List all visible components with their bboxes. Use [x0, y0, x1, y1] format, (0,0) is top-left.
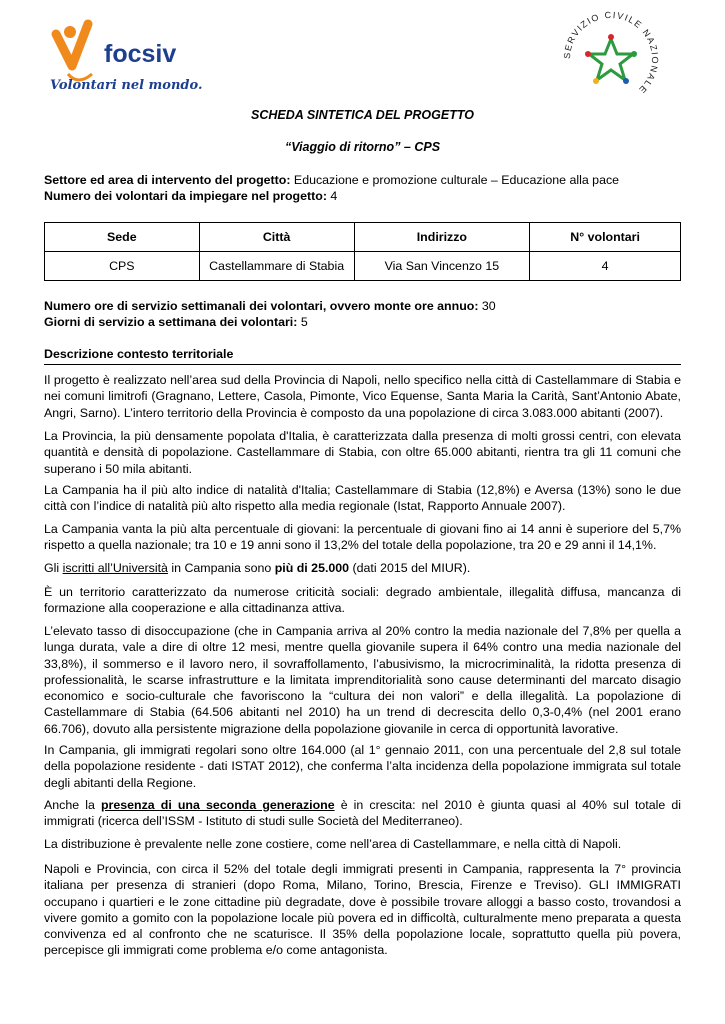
paragraph-9	[44, 797, 681, 830]
p9-text-b: è in crescita: nel 2010 è giunta quasi al 40% sul totale di immigrati (ricerca dell’ISSM - Istituto di studi sulle Società del Mediterraneo).	[44, 798, 681, 829]
p5-text-c: (dati 2015 del MIUR).	[349, 561, 471, 575]
p5-underlined: iscritti all’Università	[62, 561, 168, 575]
paragraph-7: L’elevato tasso di disoccupazione (che in Campania arriva al 20% contro la media nazionale del 7,8% per quella a lunga durata, vale a dire di oltre 12 mesi, mentre quella giovanile supera il 64% contro una media nazionale del 33,8%), il sommerso e il lavoro nero, il sovraffollamento, l’abusivismo, la microcriminalità, la ridotta presenza di professionalità, le scarse infrastrutture e la limitata imprenditorialità sono cause determinanti del marcato disagio economico e socio-culturale che favoriscono la “cultura dei non valori” e della illegalità. La popolazione di Castellammare di Stabia (64.506 abitanti nel 2010) ha un trend di decrescita dello 0,3-0,4% (nel 2001 erano 66.706), dovuto alla persistente migrazione della popolazione giovanile in cerca di opportunità lavorative.	[44, 624, 681, 736]
sedi-table	[44, 222, 681, 281]
numero-value: 4	[326, 189, 338, 203]
seal-text: SERVIZIO CIVILE NAZIONALE	[561, 9, 661, 97]
numero-volontari-field	[44, 188, 337, 204]
cell-num-volontari: 4	[530, 252, 681, 281]
numero-label: Numero dei volontari da impiegare nel progetto:	[44, 189, 327, 203]
settore-field	[44, 172, 619, 188]
table-header-row	[45, 223, 681, 252]
p9-bold-underlined: presenza di una seconda generazione	[100, 798, 335, 812]
paragraph-5	[44, 560, 681, 576]
section-title: Descrizione contesto territoriale	[44, 347, 234, 361]
header-sede: Sede	[45, 223, 200, 252]
p5-text-a: Gli	[44, 561, 63, 575]
header-indirizzo: Indirizzo	[354, 223, 530, 252]
paragraph-3: La Campania ha il più alto indice di natalità d'Italia; Castellammare di Stabia (12,8%) e Aversa (13%) sono le due città con l’indice di natalità più alto rispetto alla media regionale (Istat, Rapporto Annuale 2007).	[44, 483, 681, 514]
document-heading: SCHEDA SINTETICA DEL PROGETTO	[251, 108, 474, 122]
giorni-label: Giorni di servizio a settimana dei volontari:	[44, 315, 298, 329]
paragraph-4: La Campania vanta la più alta percentuale di giovani: la percentuale di giovani fino ai 14 anni è superiore del 5,7% rispetto a quella nazionale; tra 10 e 19 anni sono il 13,2% del totale della popolazione, tra 20 e 29 anni il 14,1%.	[44, 522, 681, 553]
cell-indirizzo: Via San Vincenzo 15	[354, 252, 530, 281]
paragraph-6: È un territorio caratterizzato da numerose criticità sociali: degrado ambientale, illegalità diffusa, mancanza di formazione alla cooperazione e alla cittadinanza attiva.	[44, 585, 681, 616]
paragraph-11: Napoli e Provincia, con circa il 52% del totale degli immigrati presenti in Campania, rappresenta la 7° provincia italiana per presenza di stranieri (dopo Roma, Milano, Torino, Brescia, Firenze e Treviso). GLI IMMIGRATI occupano i quartieri e le zone cittadine più degradate, dove è possibile trovare alloggi a basso costo, trovandosi a vivere gomito a gomito con la popolazione locale più povera ed in difficoltà, culturalmente meno preparata a questa convivenza ed al confronto che ne scaturisce. Il 35% della popolazione locale, soprattutto quella più povera, percepisce gli immigrati come problema e/o come antagonista.	[44, 862, 681, 958]
brand-name: focsiv	[104, 40, 177, 68]
project-title: “Viaggio di ritorno” – CPS	[284, 140, 441, 154]
header-citta: Città	[199, 223, 354, 252]
servizio-civile-seal	[556, 4, 666, 114]
brand-tagline: Volontari nel mondo.	[50, 78, 203, 93]
header-num-volontari: N° volontari	[530, 223, 681, 252]
giorni-servizio-field	[44, 314, 308, 330]
paragraph-10: La distribuzione è prevalente nelle zone costiere, come nell’area di Castellammare, e nella città di Napoli.	[44, 837, 622, 851]
paragraph-8: In Campania, gli immigrati regolari sono oltre 164.000 (al 1° gennaio 2011, con una percentuale del 2,8 sul totale della popolazione residente - dati ISTAT 2012), che conferma l’alta incidenza della popolazione immigrata sul totale degli abitanti della Regione.	[44, 743, 681, 790]
settore-label: Settore ed area di intervento del progetto:	[44, 173, 291, 187]
table-row	[45, 252, 681, 281]
p5-bold: più di 25.000	[274, 561, 350, 575]
settore-value: Educazione e promozione culturale – Educazione alla pace	[290, 173, 620, 187]
svg-text:SERVIZIO CIVILE NAZIONALE	[562, 10, 660, 96]
paragraph-1: Il progetto è realizzato nell’area sud della Provincia di Napoli, nello specifico nella città di Castellammare di Stabia e nei comuni limitrofi (Gragnano, Lettere, Casola, Pimonte, Vico Equense, Santa Maria la Carità, Sant’Antonio Abate, Angri, Sarno). L’intero territorio della Provincia è composto da una popolazione di circa 3.083.000 abitanti (2007).	[44, 373, 681, 420]
ore-servizio-field	[44, 298, 496, 314]
cell-sede: CPS	[45, 252, 200, 281]
giorni-value: 5	[297, 315, 308, 329]
ore-value: 30	[478, 299, 496, 313]
cell-citta: Castellammare di Stabia	[199, 252, 354, 281]
ore-label: Numero ore di servizio settimanali dei volontari, ovvero monte ore annuo:	[44, 299, 479, 313]
p9-text-a: Anche la	[44, 798, 101, 812]
paragraph-2: La Provincia, la più densamente popolata d'Italia, è caratterizzata dalla presenza di molti grossi centri, con elevata quantità e densità di popolazione. Castellammare di Stabia, con oltre 65.000 abitanti, rientra tra gli 11 comuni che superano i 50 mila abitanti.	[44, 429, 681, 476]
section-divider	[44, 364, 681, 365]
p5-text-b: in Campania sono	[167, 561, 275, 575]
